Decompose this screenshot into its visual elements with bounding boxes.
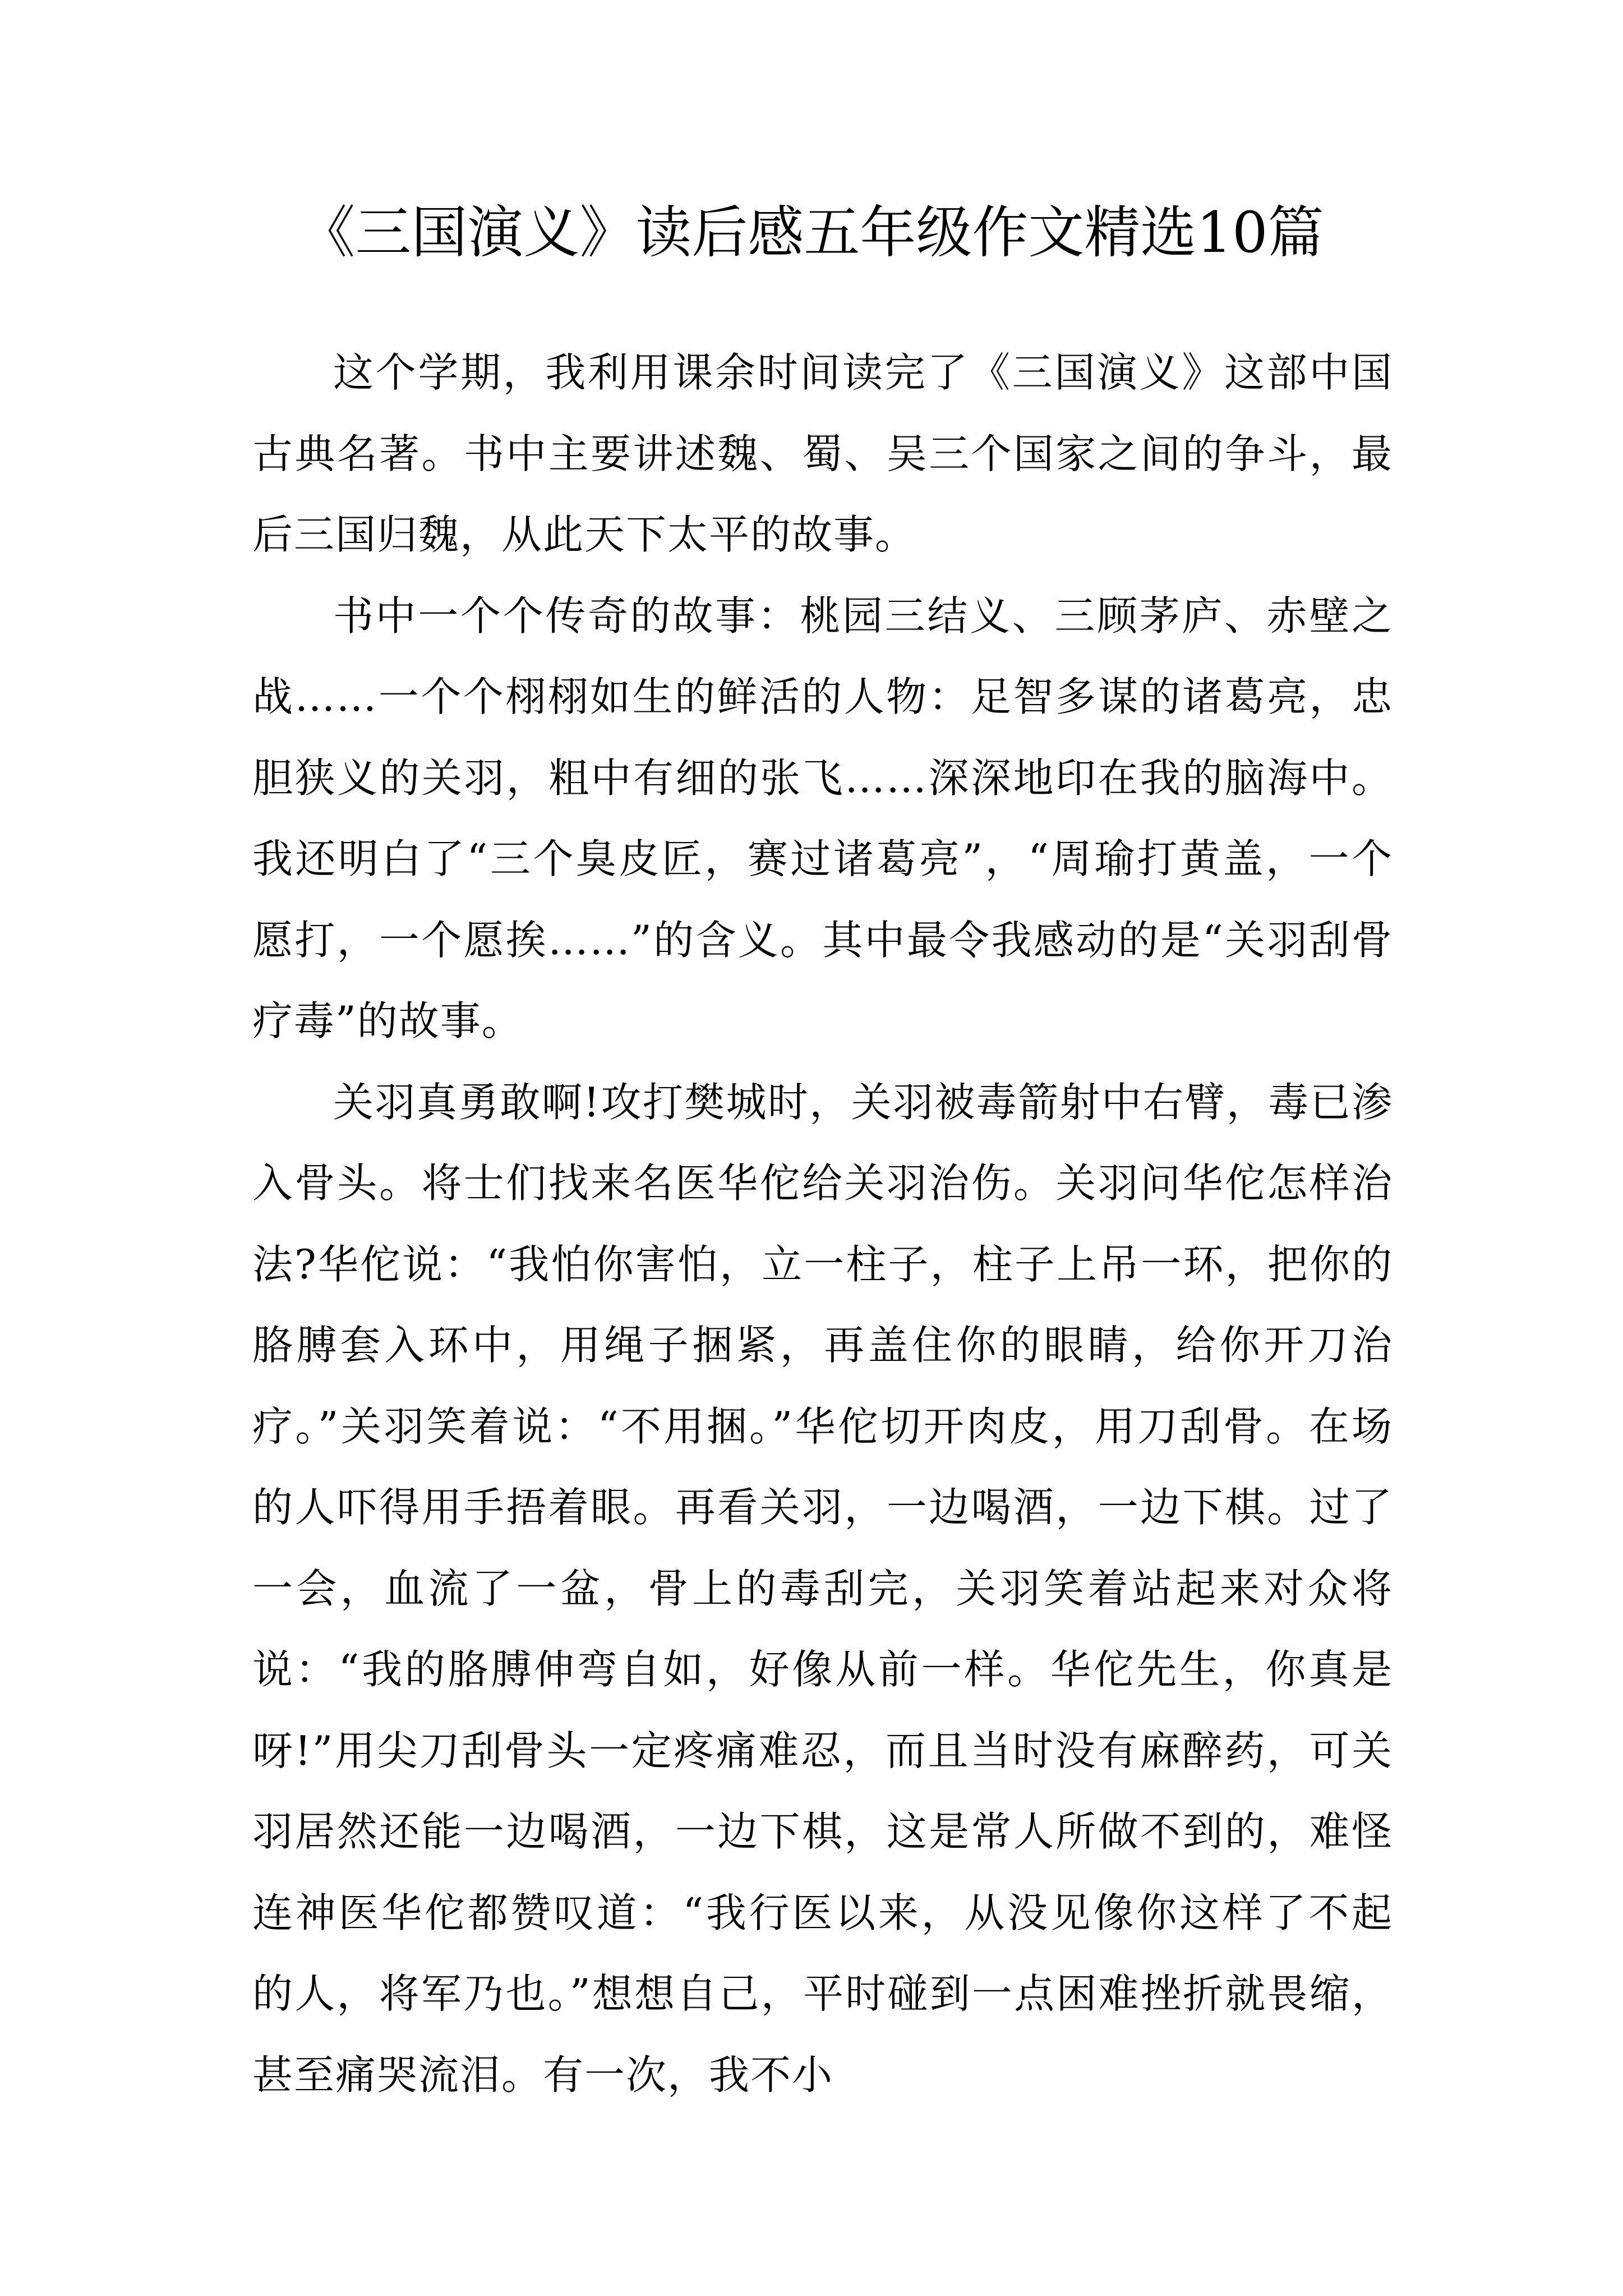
paragraph-3: 关羽真勇敢啊!攻打樊城时，关羽被毒箭射中右臂，毒已渗入骨头。将士们找来名医华佗给关羽治伤。关羽问华佗怎样治法?华佗说：“我怕你害怕，立一柱子，柱子上吊一环，把你的胳膊套入环中，用绳子捆紧，再盖住你的眼睛，给你开刀治疗。”关羽笑着说：“不用捆。”华佗切开肉皮，用刀刮骨。在场的人吓得用手捂着眼。再看关羽，一边喝酒，一边下棋。过了一会，血流了一盆，骨上的毒刮完，关羽笑着站起来对众将说：“我的胳膊伸弯自如，好像从前一样。华佗先生，你真是呀!”用尖刀刮骨头一定疼痛难忍，而且当时没有麻醉药，可关羽居然还能一边喝酒，一边下棋，这是常人所做不到的，难怪连神医华佗都赞叹道：“我行医以来，从没见像你这样了不起的人，将军乃也。”想想自己，平时碰到一点困难挫折就畏缩，甚至痛哭流泪。有一次，我不小 (252, 1078, 1393, 2099)
paragraph-2: 书中一个个传奇的故事：桃园三结义、三顾茅庐、赤壁之战……一个个栩栩如生的鲜活的人物：足智多谋的诸葛亮，忠胆狭义的关羽，粗中有细的张飞……深深地印在我的脑海中。我还明白了“三个臭皮匠，赛过诸葛亮”，“周瑜打黄盖，一个愿打，一个愿挨……”的含义。其中最令我感动的是“关羽刮骨疗毒”的故事。 (252, 592, 1393, 1045)
document-title: 《三国演义》读后感五年级作文精选10篇 (299, 200, 1324, 265)
document-body (252, 332, 1393, 2115)
paragraph-1: 这个学期，我利用课余时间读完了《三国演义》这部中国古典名著。书中主要讲述魏、蜀、吴三个国家之间的争斗，最后三国归魏，从此天下太平的故事。 (252, 349, 1393, 558)
